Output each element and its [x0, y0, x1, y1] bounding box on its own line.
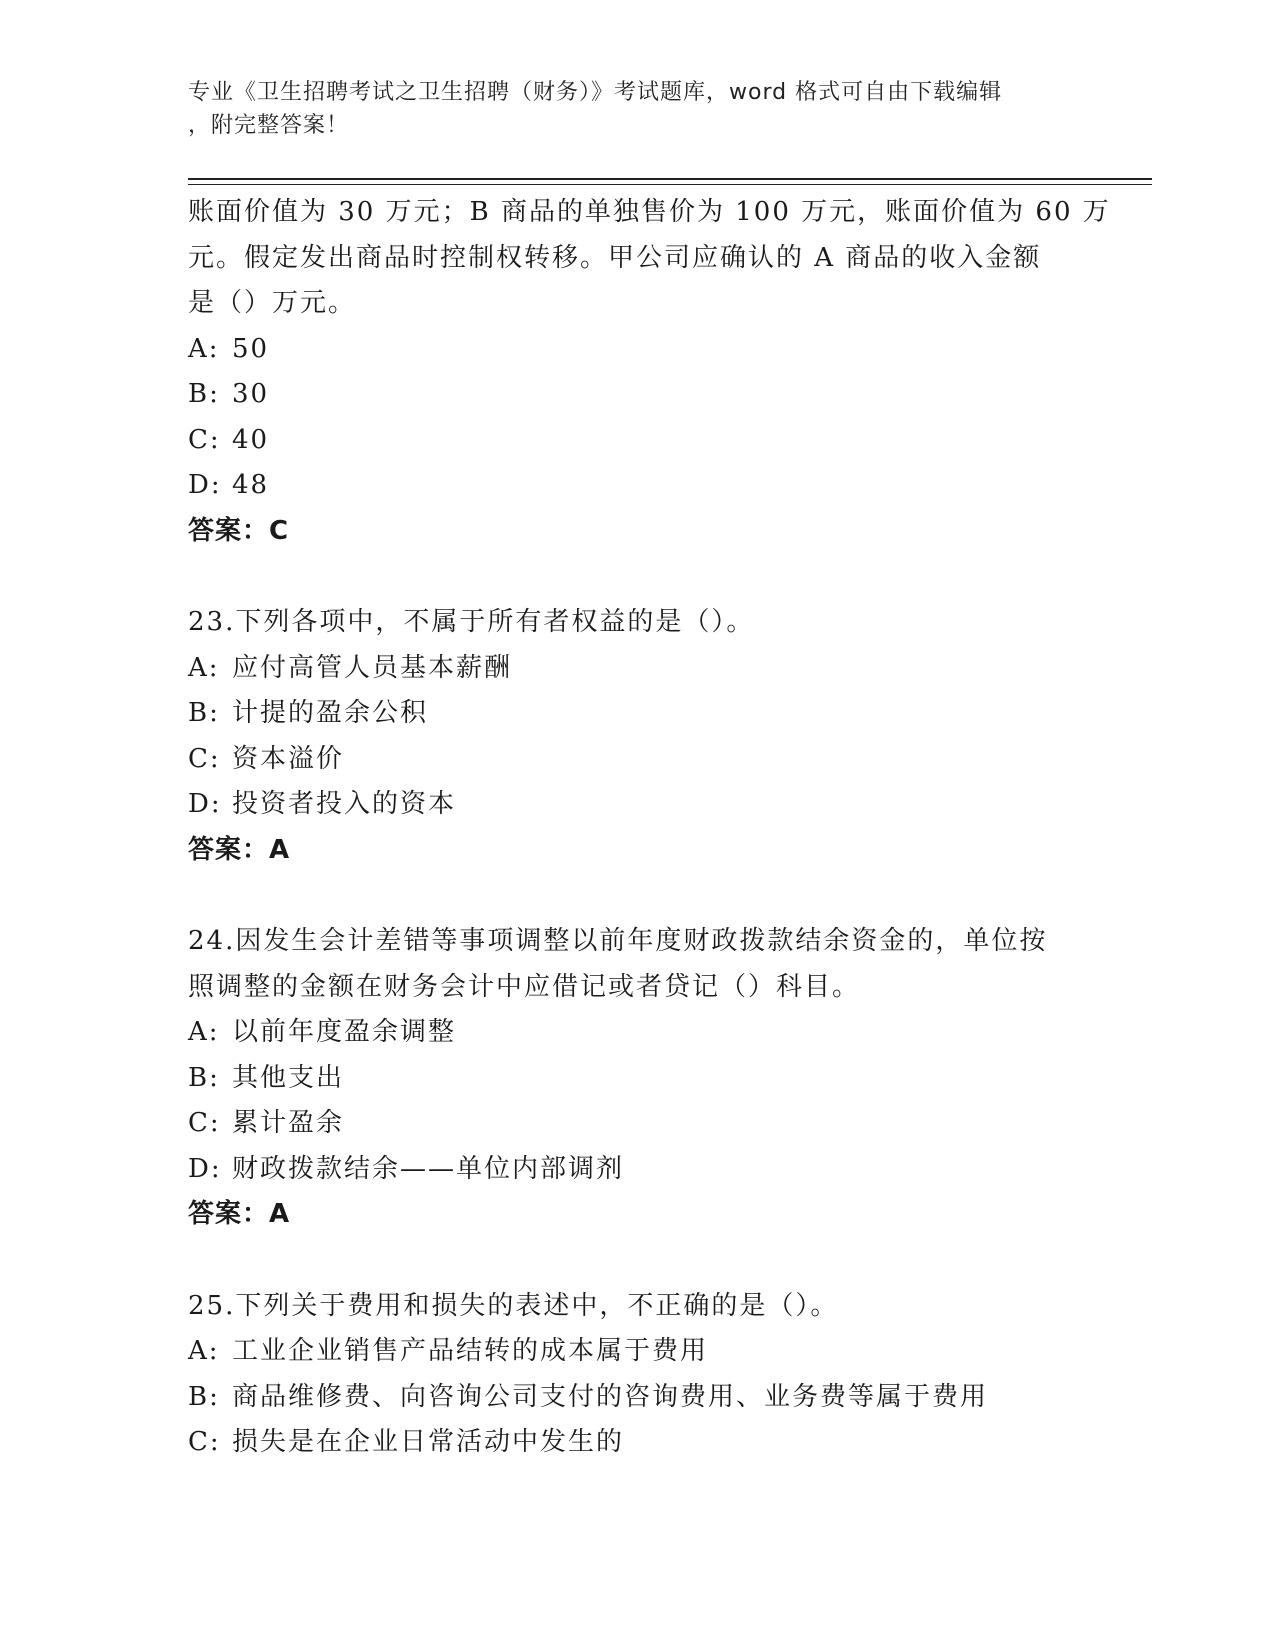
- question-content: [188, 190, 1111, 1466]
- option-key: C:: [188, 743, 221, 774]
- answer-label: 答案：C: [188, 515, 290, 546]
- option-key: A:: [188, 1336, 220, 1366]
- question-text-line: 账面价值为 30 万元；B 商品的单独售价为 100 万元，账面价值为 60 万: [188, 197, 1111, 227]
- option-text: 财政拨款结余——单位内部调剂: [232, 1153, 625, 1184]
- option-text: 累计盈余: [232, 1108, 345, 1138]
- question-text-line: 元。假定发出商品时控制权转移。甲公司应确认的 A 商品的收入金额: [188, 242, 1042, 273]
- option-a: [188, 1010, 1108, 1056]
- option-key: A:: [188, 333, 220, 364]
- question-block-25: [188, 1284, 1108, 1466]
- option-d: [188, 782, 1108, 828]
- option-text: 工业企业销售产品结转的成本属于费用: [232, 1336, 709, 1366]
- spacer: [188, 873, 1108, 919]
- option-a: [188, 646, 1108, 692]
- option-text: 投资者投入的资本: [232, 789, 457, 819]
- option-c: [188, 418, 1108, 464]
- option-key: B:: [188, 379, 220, 409]
- option-b: [188, 372, 1108, 418]
- option-d: [188, 1147, 1108, 1193]
- question-text-line: 25.下列关于费用和损失的表述中，不正确的是（）。: [188, 1290, 839, 1321]
- option-a: [188, 1329, 1108, 1375]
- question-block-23: [188, 600, 1108, 873]
- option-text: 计提的盈余公积: [232, 698, 429, 728]
- option-text: 48: [232, 470, 270, 500]
- option-key: D:: [188, 789, 222, 819]
- option-key: C:: [188, 1108, 221, 1138]
- option-key: A:: [188, 1017, 220, 1047]
- option-b: [188, 1375, 1108, 1421]
- option-key: D:: [188, 470, 222, 500]
- option-b: [188, 691, 1108, 737]
- option-key: B:: [188, 1062, 220, 1093]
- spacer: [188, 554, 1108, 600]
- option-key: D:: [188, 1153, 222, 1184]
- option-text: 商品维修费、向咨询公司支付的咨询费用、业务费等属于费用: [232, 1381, 989, 1412]
- option-d: [188, 463, 1108, 509]
- document-header: [188, 76, 1068, 142]
- option-text: 资本溢价: [232, 743, 345, 774]
- question-block-24: [188, 919, 1108, 1238]
- header-rule-thin: [188, 184, 1152, 185]
- option-key: A:: [188, 652, 220, 683]
- option-c: [188, 1420, 1108, 1466]
- option-text: 50: [232, 333, 270, 364]
- option-text: 40: [232, 424, 270, 455]
- question-text-line: 照调整的金额在财务会计中应借记或者贷记（）科目。: [188, 971, 861, 1002]
- spacer: [188, 1238, 1108, 1284]
- answer-label: 答案：A: [188, 834, 291, 865]
- option-text: 其他支出: [232, 1062, 345, 1093]
- option-key: B:: [188, 698, 220, 728]
- header-rule-thick: [188, 178, 1152, 180]
- header-line-2: ，附完整答案！: [188, 113, 350, 138]
- option-text: 应付高管人员基本薪酬: [232, 652, 513, 683]
- option-c: [188, 737, 1108, 783]
- option-key: C:: [188, 424, 221, 455]
- question-text-line: 是（）万元。: [188, 288, 357, 318]
- header-line-1: 专业《卫生招聘考试之卫生招聘（财务）》考试题库，word 格式可自由下载编辑: [188, 80, 1003, 105]
- question-text-line: 24.因发生会计差错等事项调整以前年度财政拨款结余资金的，单位按: [188, 926, 1048, 956]
- question-block-continued: [188, 190, 1111, 554]
- option-key: B:: [188, 1381, 220, 1412]
- option-a: [188, 327, 1108, 373]
- option-key: C:: [188, 1427, 221, 1457]
- answer-label: 答案：A: [188, 1199, 291, 1229]
- option-b: [188, 1056, 1108, 1102]
- question-text-line: 23.下列各项中，不属于所有者权益的是（）。: [188, 607, 755, 637]
- option-c: [188, 1101, 1108, 1147]
- option-text: 以前年度盈余调整: [232, 1017, 457, 1047]
- option-text: 30: [232, 379, 270, 409]
- option-text: 损失是在企业日常活动中发生的: [232, 1427, 625, 1457]
